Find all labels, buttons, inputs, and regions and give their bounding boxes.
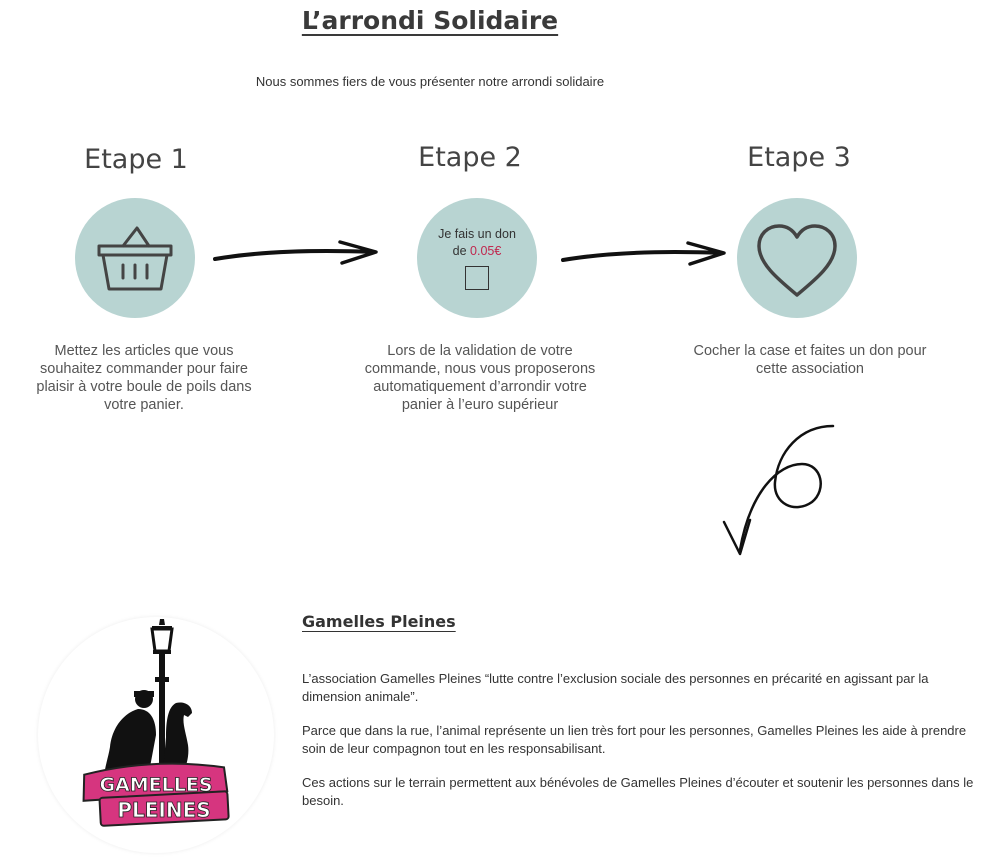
step-2-description: Lors de la validation de votre commande, nous vous proposerons automatiquement d’arrondir votre panier à l’euro supérieur bbox=[364, 343, 596, 413]
donation-amount: 0.05€ bbox=[470, 244, 502, 258]
intro-text: Nous sommes fiers de vous présenter notre arrondi solidaire bbox=[255, 74, 605, 89]
step-2-title: Etape 2 bbox=[418, 142, 522, 173]
page-title: L’arrondi Solidaire bbox=[301, 6, 559, 35]
heart-icon bbox=[737, 198, 857, 318]
logo-text-bottom: PLEINES bbox=[117, 798, 211, 822]
step-3-title: Etape 3 bbox=[747, 142, 851, 173]
donation-checkbox[interactable] bbox=[465, 266, 489, 290]
arrow-right-icon bbox=[560, 240, 730, 270]
step-3-circle bbox=[737, 198, 857, 318]
association-paragraph-3: Ces actions sur le terrain permettent aux bénévoles de Gamelles Pleines d’écouter et soutenir les personnes dans le besoin. bbox=[302, 775, 974, 808]
step-1-description: Mettez les articles que vous souhaitez commander pour faire plaisir à votre boule de poils dans votre panier. bbox=[36, 343, 252, 413]
street-lamp-silhouette-icon bbox=[38, 617, 274, 853]
step-1-title: Etape 1 bbox=[84, 144, 188, 175]
association-paragraph-1: L’association Gamelles Pleines “lutte contre l’exclusion sociale des personnes en précarité en agissant par la dimension animale”. bbox=[302, 671, 929, 704]
association-paragraph-2: Parce que dans la rue, l’animal représente un lien très fort pour les personnes, Gamelles Pleines les aide à prendre soin de leur compagnon tout en les responsabilisant. bbox=[302, 723, 967, 756]
logo-text-top: GAMELLES bbox=[99, 774, 213, 796]
step-1-circle bbox=[75, 198, 195, 318]
curly-arrow-down-icon bbox=[720, 422, 840, 562]
arrow-right-icon bbox=[212, 239, 382, 269]
association-logo bbox=[38, 617, 274, 853]
association-name: Gamelles Pleines bbox=[302, 612, 456, 631]
donation-amount-line: de 0.05€ bbox=[452, 244, 502, 258]
donation-text: Je fais un don bbox=[438, 227, 516, 241]
step-2-circle bbox=[417, 198, 537, 318]
step-3-description: Cocher la case et faites un don pour cette association bbox=[693, 343, 927, 377]
shopping-basket-icon bbox=[75, 198, 195, 318]
